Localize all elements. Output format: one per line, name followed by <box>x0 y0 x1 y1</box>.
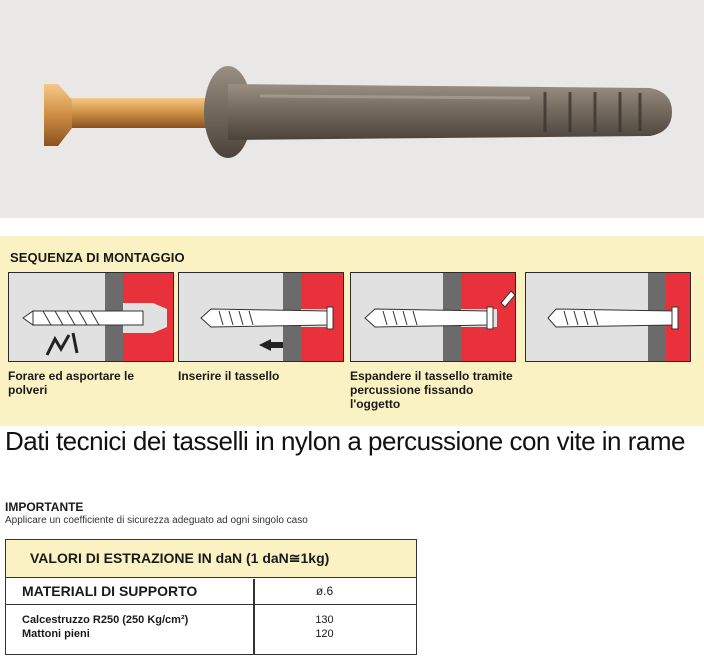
hammer-anchor-icon <box>350 272 516 362</box>
insert-anchor-icon <box>178 272 344 362</box>
important-label: IMPORTANTE <box>5 500 84 514</box>
page-title: Dati tecnici dei tasselli in nylon a percussione con vite in rame <box>5 426 685 456</box>
materials-cell: Calcestruzzo R250 (250 Kg/cm²) Mattoni pieni <box>22 614 189 640</box>
step-4 <box>525 272 691 369</box>
product-photo <box>0 0 704 218</box>
table-divider <box>253 606 255 654</box>
step-3 <box>350 272 516 411</box>
table-column-row <box>6 578 416 605</box>
important-note: Applicare un coefficiente di sicurezza adeguato ad ogni singolo caso <box>5 515 308 526</box>
step-3-caption: Espandere il tassello tramite percussione fissando l'oggetto <box>350 369 513 411</box>
fixed-anchor-icon <box>525 272 691 362</box>
table-header: VALORI DI ESTRAZIONE IN daN (1 daN≅1kg) <box>6 540 416 578</box>
nylon-anchor-image <box>0 0 704 218</box>
table-row <box>6 605 416 653</box>
column-label: MATERIALI DI SUPPORTO <box>22 583 198 599</box>
step-1 <box>8 272 174 397</box>
drill-icon <box>8 272 174 362</box>
table-divider <box>253 579 255 606</box>
column-value: ø.6 <box>315 584 334 598</box>
sequence-heading: SEQUENZA DI MONTAGGIO <box>10 250 185 265</box>
step-1-caption: Forare ed asportare le polveri <box>8 369 135 397</box>
step-2 <box>178 272 344 383</box>
step-2-caption: Inserire il tassello <box>178 369 280 383</box>
mounting-sequence-panel <box>0 236 704 426</box>
extraction-values-table <box>5 539 417 655</box>
values-cell: 130 120 <box>315 614 334 640</box>
